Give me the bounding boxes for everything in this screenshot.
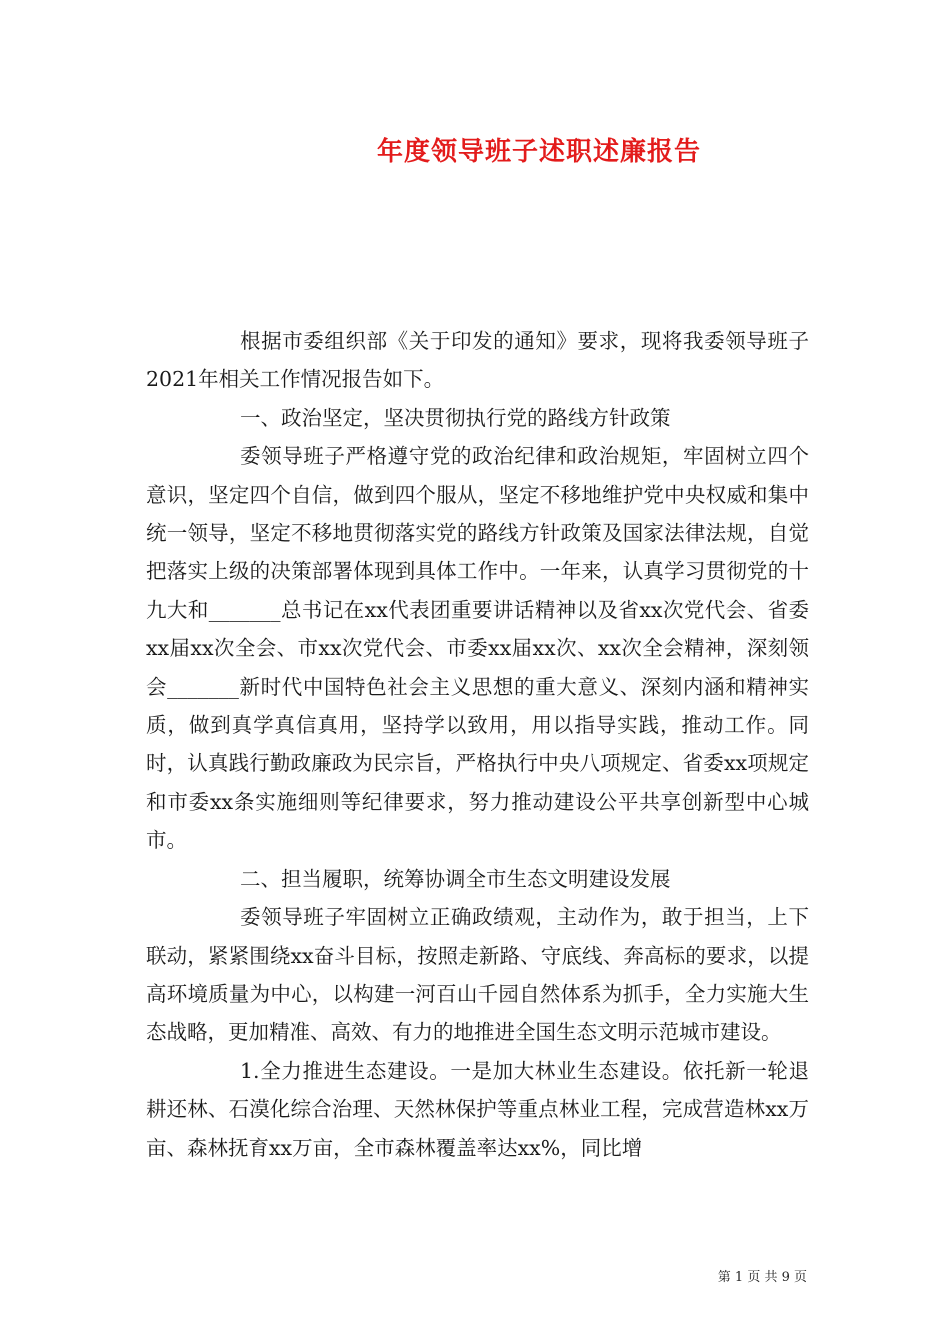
section-1-paragraph: 委领导班子严格遵守党的政治纪律和政治规矩，牢固树立四个意识，坚定四个自信，做到四个服从，坚定不移地维护党中央权威和集中统一领导，坚定不移地贯彻落实党的路线方针政策及国家法律法规，自觉把落实上级的决策部署体现到具体工作中。一年来，认真学习贯彻党的十九大和_______总书记在xx代表团重要讲话精神以及省xx次党代会、省委xx届xx次全会、市xx次党代会、市委xx届xx次、xx次全会精神，深刻领会_______新时代中国特色社会主义思想的重大意义、深刻内涵和精神实质，做到真学真信真用，坚持学以致用，用以指导实践，推动工作。同时，认真践行勤政廉政为民宗旨，严格执行中央八项规定、省委xx项规定和市委xx条实施细则等纪律要求，努力推动建设公平共享创新型中心城市。 bbox=[146, 444, 809, 853]
section-2-paragraph: 委领导班子牢固树立正确政绩观，主动作为，敢于担当，上下联动，紧紧围绕xx奋斗目标，按照走新路、守底线、奔高标的要求，以提高环境质量为中心，以构建一河百山千园自然体系为抓手，全力实施大生态战略，更加精准、高效、有力的地推进全国生态文明示范城市建设。 bbox=[146, 905, 809, 1045]
subsection-1-paragraph: 1.全力推进生态建设。一是加大林业生态建设。依托新一轮退耕还林、石漠化综合治理、天然林保护等重点林业工程，完成营造林xx万亩、森林抚育xx万亩，全市森林覆盖率达xx%，同比增 bbox=[146, 1058, 809, 1160]
section-heading-2: 二、担当履职，统筹协调全市生态文明建设发展 bbox=[240, 866, 671, 891]
section-heading-1: 一、政治坚定，坚决贯彻执行党的路线方针政策 bbox=[240, 405, 671, 430]
intro-paragraph: 根据市委组织部《关于印发的通知》要求，现将我委领导班子2021年相关工作情况报告如下。 bbox=[146, 329, 809, 392]
document-body bbox=[146, 322, 809, 1167]
document-title: 年度领导班子述职述廉报告 bbox=[376, 137, 701, 167]
page-number: 第 1 页 共 9 页 bbox=[717, 1270, 807, 1285]
